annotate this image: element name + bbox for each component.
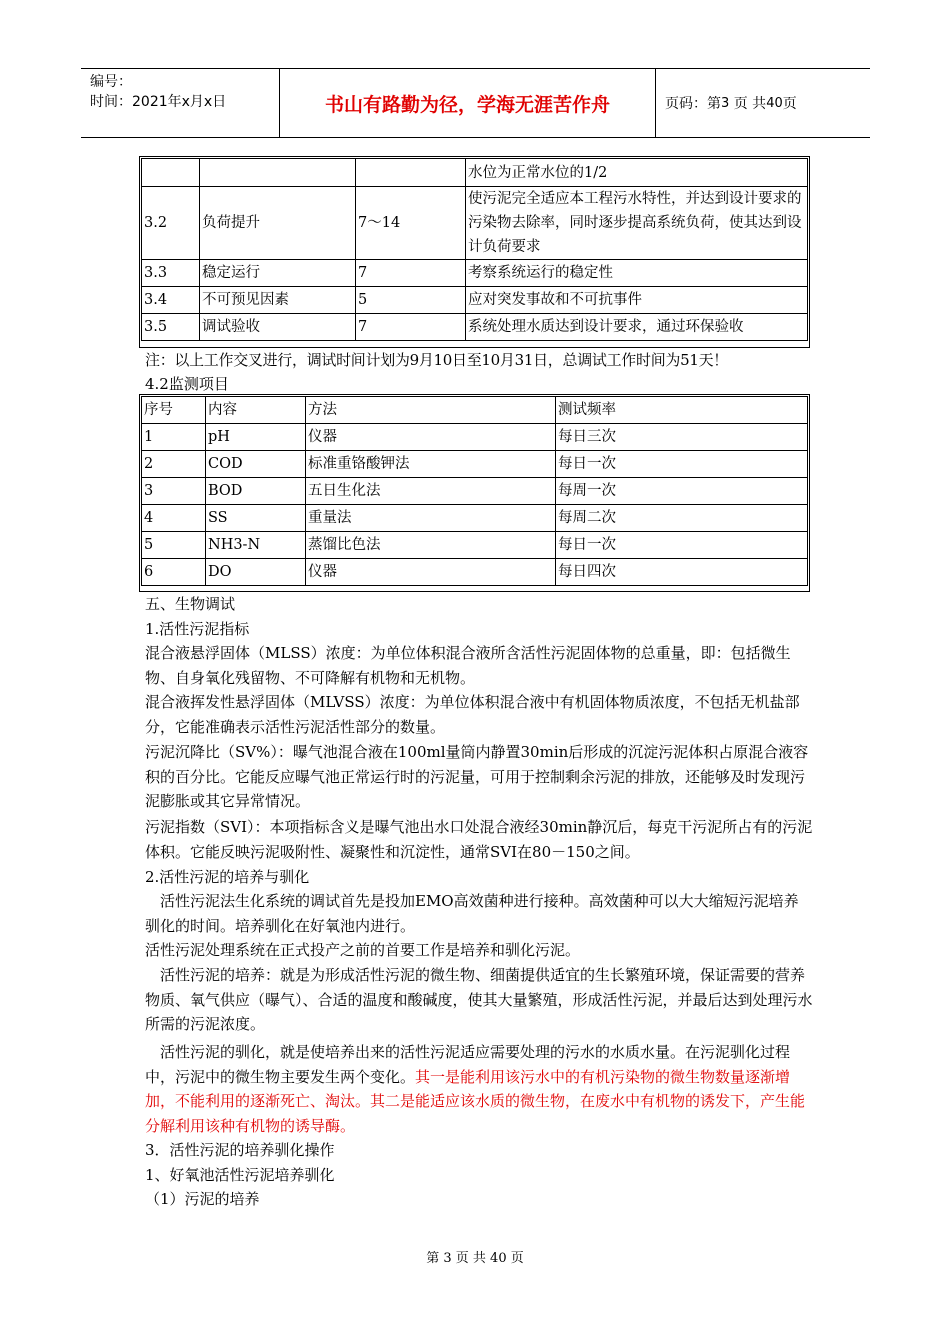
page-footer: 第 3 页 共 40 页 (426, 1251, 524, 1266)
table-row: 3.5 调试验收 7 系统处理水质达到设计要求，通过环保验收 (142, 314, 808, 341)
motto: 书山有路勤为径，学海无涯苦作舟 (280, 69, 656, 137)
date-label: 时间：2021年x月x日 (90, 94, 227, 110)
domestication-highlight: 其一是能利用该污水中的有机污染物的微生物数量逐渐增加，不能利用的逐渐死亡、淘汰。其二是能适应该水质的微生物，在废水中有机物的诱发下，产生能分解利用该种有机物的诱导酶。 (145, 1067, 806, 1135)
paragraph-mlvss: 混合液挥发性悬浮固体（MLVSS）浓度：为单位体积混合液中有机固体物质浓度，不包括无机盐部分，它能准确表示活性污泥活性部分的数量。 (145, 693, 800, 736)
schedule-table (141, 158, 808, 341)
heading-sludge-culture: （1）污泥的培养 (145, 1190, 260, 1208)
heading-aerobic-tank: 1、好氧池活性污泥培养驯化 (145, 1166, 335, 1184)
section-heading: 4.2监测项目 (145, 375, 229, 393)
paragraph-emo: 活性污泥法生化系统的调试首先是投加EMO高效菌种进行接种。高效菌种可以大大缩短污泥培养驯化的时间。培养驯化在好氧池内进行。 (145, 892, 799, 935)
heading-bio-debug: 五、生物调试 (145, 595, 236, 613)
table-row: 1 pH 仪器 每日三次 (142, 424, 808, 451)
table-row: 4 SS 重量法 每周二次 (142, 505, 808, 532)
table-row: 3.3 稳定运行 7 考察系统运行的稳定性 (142, 260, 808, 287)
heading-culture: 2.活性污泥的培养与驯化 (145, 868, 310, 886)
paragraph-first-task: 活性污泥处理系统在正式投产之前的首要工作是培养和驯化污泥。 (145, 941, 581, 959)
paragraph-mlss: 混合液悬浮固体（MLSS）浓度：为单位体积混合液所含活性污泥固体物的总重量，即：包括微生物、自身氧化残留物、不可降解有机物和无机物。 (145, 644, 791, 687)
table-row: 水位为正常水位的1/2 (142, 159, 808, 187)
table-row: 5 NH3-N 蒸馏比色法 每日一次 (142, 532, 808, 559)
table-row: 3 BOD 五日生化法 每周一次 (142, 478, 808, 505)
table-row: 3.2 负荷提升 7～14 使污泥完全适应本工程污水特性，并达到设计要求的污染物去除率，同时逐步提高系统负荷，使其达到设计负荷要求 (142, 187, 808, 260)
header-meta (81, 69, 280, 137)
schedule-note: 注：以上工作交叉进行，调试时间计划为9月10日至10月31日，总调试工作时间为51天！ (145, 351, 728, 369)
heading-sludge-indicators: 1.活性污泥指标 (145, 620, 250, 638)
page-indicator: 页码：第 3 页 共 40 页 (665, 95, 797, 112)
code-label: 编号： (90, 74, 132, 90)
page-header (81, 68, 870, 138)
table-header-row: 序号 内容 方法 测试频率 (142, 397, 808, 424)
paragraph-sv: 污泥沉降比（SV%）：曝气池混合液在100ml量筒内静置30min后形成的沉淀污泥体积占原混合液容积的百分比。它能反应曝气池正常运行时的污泥量，可用于控制剩余污泥的排放，还能够及时发现污泥膨胀或其它异常情况。 (145, 743, 809, 810)
paragraph-domestication (145, 1040, 813, 1138)
paragraph-culture: 活性污泥的培养：就是为形成活性污泥的微生物、细菌提供适宜的生长繁殖环境，保证需要的营养物质、氧气供应（曝气）、合适的温度和酸碱度，使其大量繁殖，形成活性污泥，并最后达到处理污水所需的污泥浓度。 (145, 966, 813, 1033)
table-row: 6 DO 仪器 每日四次 (142, 559, 808, 586)
paragraph-svi: 污泥指数（SVI）：本项指标含义是曝气池出水口处混合液经30min静沉后，每克干污泥所占有的污泥体积。它能反映污泥吸附性、凝聚性和沉淀性，通常SVI在80－150之间。 (145, 818, 813, 861)
domestication-text: 活性污泥的驯化，就是使培养出来的活性污泥适应需要处理的污水的水质水量。在污泥驯化过程中，污泥中的微生物主要发生两个变化。 (145, 1043, 791, 1086)
table-row: 3.4 不可预见因素 5 应对突发事故和不可抗事件 (142, 287, 808, 314)
monitor-table (141, 396, 808, 586)
heading-operation: 3．活性污泥的培养驯化操作 (145, 1141, 335, 1159)
table-row: 2 COD 标准重铬酸钾法 每日一次 (142, 451, 808, 478)
